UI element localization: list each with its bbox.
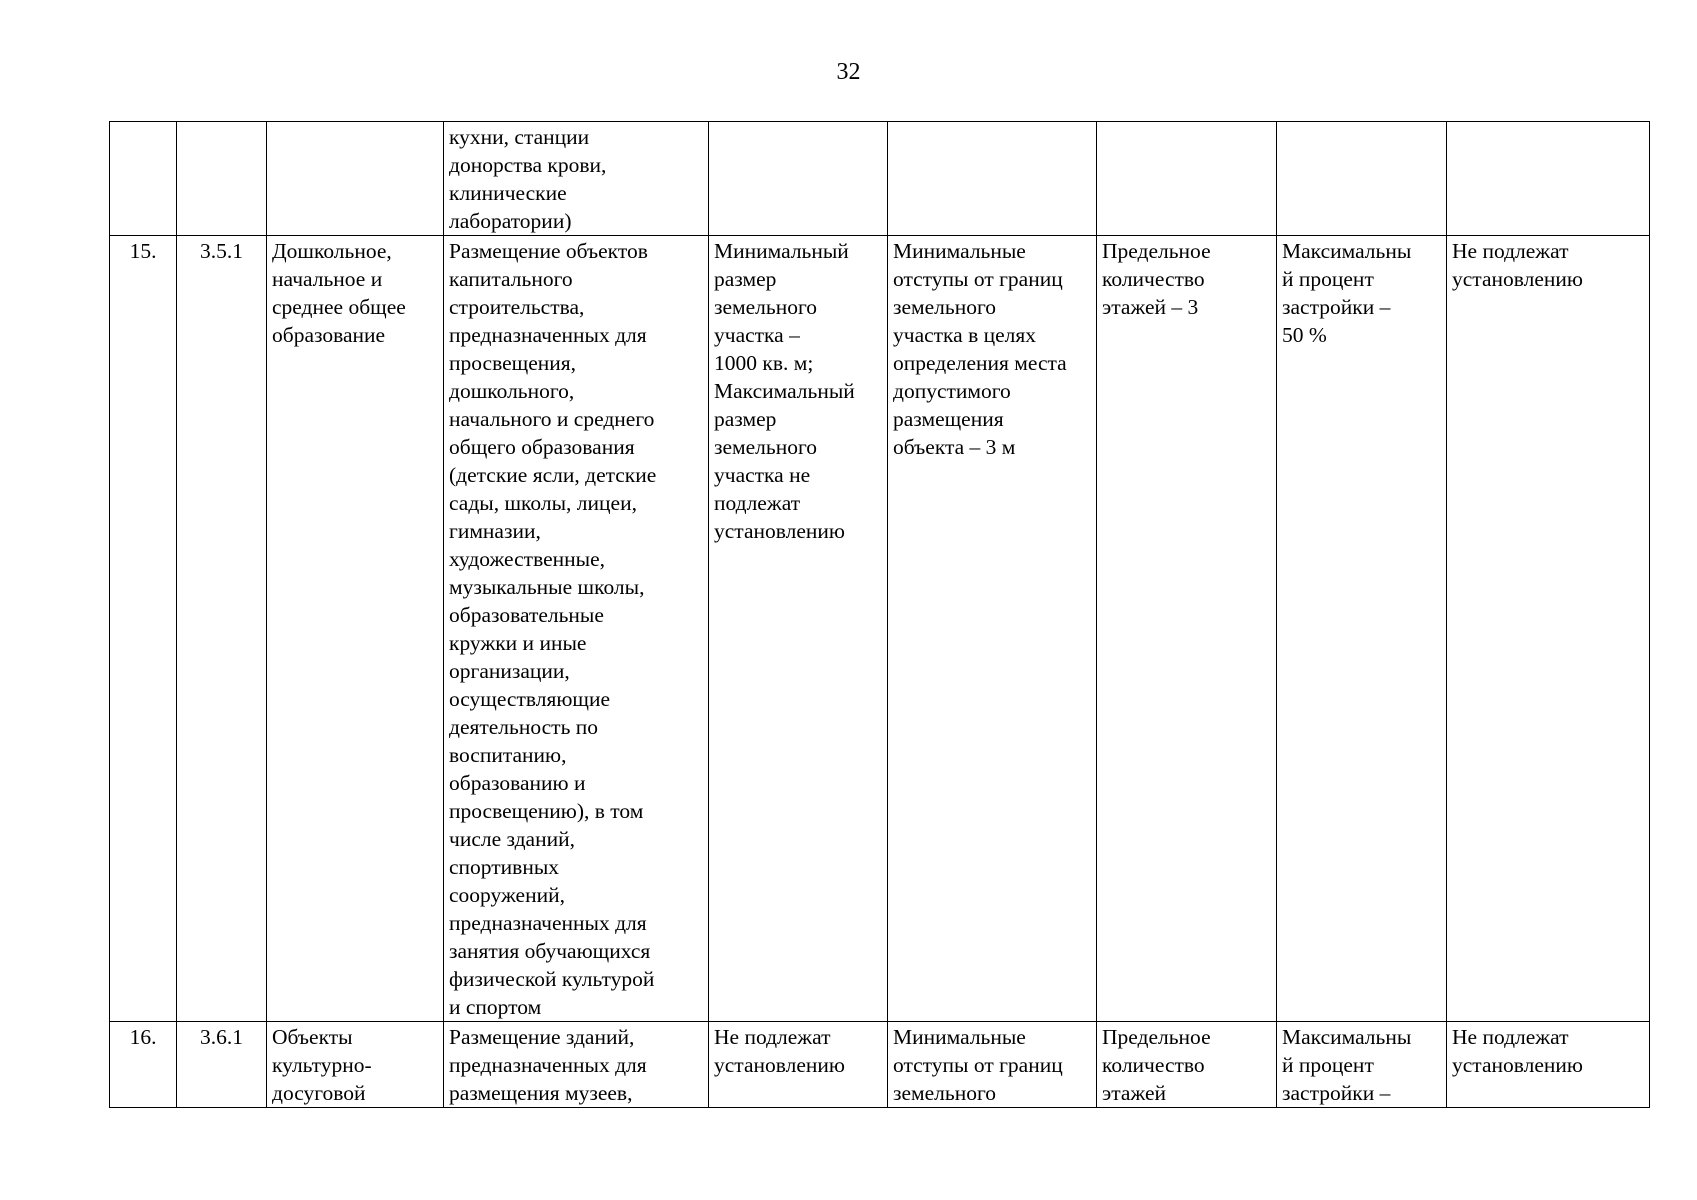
setbacks-cell: Минимальные отступы от границ земельного участка в целях определения места допустимого размещения объекта – 3 м [888, 236, 1097, 1022]
table-row [110, 236, 1650, 1022]
plot-size-cell: Минимальный размер земельного участка – 1000 кв. м; Максимальный размер земельного участка не подлежат установлению [709, 236, 888, 1022]
use-code-cell: 3.5.1 [177, 236, 267, 1022]
floors-cell [1097, 122, 1277, 236]
use-code-cell: 3.6.1 [177, 1022, 267, 1108]
setbacks-cell [888, 122, 1097, 236]
row-number-cell [110, 122, 177, 236]
plot-size-cell: Не подлежат установлению [709, 1022, 888, 1108]
floors-cell: Предельное количество этажей [1097, 1022, 1277, 1108]
table-row [110, 1022, 1650, 1108]
page-number: 32 [836, 59, 861, 85]
use-name-cell: Объекты культурно- досуговой [267, 1022, 444, 1108]
coverage-cell [1277, 122, 1447, 236]
restrictions-cell: Не подлежат установлению [1447, 236, 1650, 1022]
coverage-cell: Максимальны й процент застройки – [1277, 1022, 1447, 1108]
use-name-cell: Дошкольное, начальное и среднее общее образование [267, 236, 444, 1022]
use-description-cell: кухни, станции донорства крови, клинические лаборатории) [444, 122, 709, 236]
row-number-cell: 16. [110, 1022, 177, 1108]
use-description-cell: Размещение объектов капитального строительства, предназначенных для просвещения, дошкольного, начального и среднего общего образования (детские ясли, детские сады, школы, лицеи, гимназии, художественные, музыкальные школы, образовательные кружки и иные организации, осуществляющие деятельность по воспитанию, образованию и просвещению), в том числе зданий, спортивных сооружений, предназначенных для занятия обучающихся физической культурой и спортом [444, 236, 709, 1022]
use-name-cell [267, 122, 444, 236]
plot-size-cell [709, 122, 888, 236]
regulations-table [109, 121, 1650, 1108]
floors-cell: Предельное количество этажей – 3 [1097, 236, 1277, 1022]
use-description-cell: Размещение зданий, предназначенных для размещения музеев, [444, 1022, 709, 1108]
row-number-cell: 15. [110, 236, 177, 1022]
restrictions-cell [1447, 122, 1650, 236]
setbacks-cell: Минимальные отступы от границ земельного [888, 1022, 1097, 1108]
use-code-cell [177, 122, 267, 236]
restrictions-cell: Не подлежат установлению [1447, 1022, 1650, 1108]
table-row [110, 122, 1650, 236]
coverage-cell: Максимальны й процент застройки – 50 % [1277, 236, 1447, 1022]
